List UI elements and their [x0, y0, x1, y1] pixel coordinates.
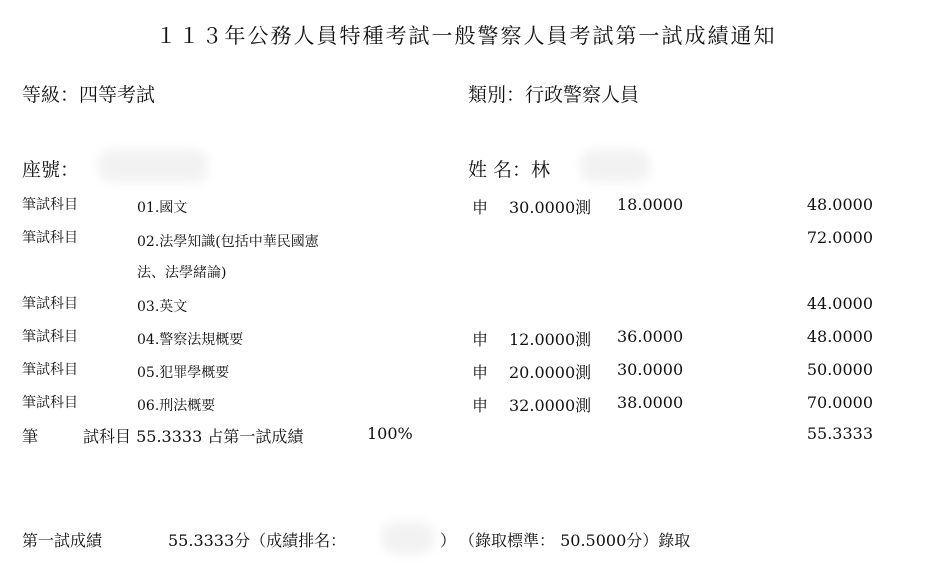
- row-subject: 04.警察法規概要: [137, 332, 244, 348]
- page-title: １１３年公務人員特種考試一般警察人員考試第一試成績通知: [155, 24, 777, 48]
- admission-standard: （錄取標準： 50.5000分）錄取: [459, 531, 691, 550]
- row-mark-a: 申: [472, 330, 489, 349]
- row-mark-a: 申: [472, 363, 489, 382]
- rank-close: ）: [440, 531, 457, 550]
- row-total: 48.0000: [806, 195, 873, 214]
- summary-total: 55.3333: [806, 424, 873, 443]
- row-subject: 03.英文: [137, 299, 188, 315]
- exam-category: 類別：行政警察人員: [468, 84, 640, 106]
- row-total: 72.0000: [806, 228, 873, 247]
- redacted-name: [580, 150, 650, 182]
- redacted-seat-number: [98, 150, 208, 182]
- row-type: 筆試科目: [22, 296, 78, 312]
- row-total: 48.0000: [806, 327, 873, 346]
- row-mark-c: 36.0000: [617, 327, 684, 346]
- summary-label-start: 筆: [22, 427, 39, 446]
- row-mark-b: 32.0000測: [509, 396, 592, 415]
- row-mark-c: 18.0000: [617, 195, 684, 214]
- row-subject: 05.犯罪學概要: [137, 365, 230, 381]
- row-subject: 02.法學知識(包括中華民國憲: [137, 234, 319, 250]
- row-mark-b: 12.0000測: [509, 330, 592, 349]
- redacted-rank: [382, 522, 434, 554]
- row-subject: 01.國文: [137, 200, 188, 216]
- candidate-name: 姓 名：林: [468, 159, 551, 181]
- row-total: 44.0000: [806, 294, 873, 313]
- row-type: 筆試科目: [22, 395, 78, 411]
- row-mark-a: 申: [472, 198, 489, 217]
- summary-percent: 100%: [367, 424, 413, 443]
- row-mark-b: 20.0000測: [509, 363, 592, 382]
- exam-grade: 等級：四等考試: [22, 84, 156, 106]
- summary-text: 試科目 55.3333 占第一試成績: [83, 427, 304, 446]
- row-mark-c: 38.0000: [617, 393, 684, 412]
- row-type: 筆試科目: [22, 197, 78, 213]
- row-total: 50.0000: [806, 360, 873, 379]
- row-type: 筆試科目: [22, 230, 78, 246]
- row-mark-c: 30.0000: [617, 360, 684, 379]
- row-subject-continued: 法、法學緒論): [137, 265, 227, 281]
- row-mark-b: 30.0000測: [509, 198, 592, 217]
- seat-number-label: 座號：: [22, 159, 80, 181]
- first-exam-score: 55.3333分（成績排名：: [168, 531, 347, 550]
- row-type: 筆試科目: [22, 362, 78, 378]
- row-mark-a: 申: [472, 396, 489, 415]
- row-total: 70.0000: [806, 393, 873, 412]
- row-type: 筆試科目: [22, 329, 78, 345]
- first-exam-score-label: 第一試成績: [22, 531, 103, 550]
- row-subject: 06.刑法概要: [137, 398, 216, 414]
